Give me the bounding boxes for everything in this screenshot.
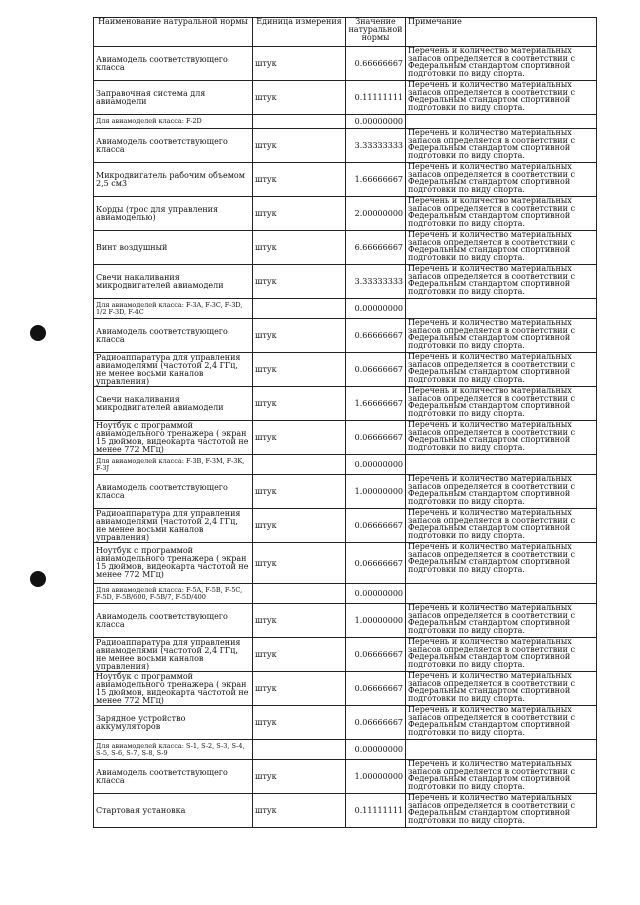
table-row — [94, 265, 597, 299]
cell-name: Свечи накаливания микродвигателей авиамодели — [94, 387, 253, 421]
cell-name: Микродвигатель рабочим объемом 2,5 см3 — [94, 163, 253, 197]
table-row — [94, 604, 597, 638]
table-row-class-heading — [94, 740, 597, 760]
cell-name: Зарядное устройство аккумуляторов — [94, 706, 253, 740]
cell-value: 0.06666667 — [346, 672, 406, 706]
cell-value: 2.00000000 — [346, 197, 406, 231]
cell-note: Перечень и количество материальных запасов определяется в соответствии с Федеральным стандартом спортивной подготовки по виду спорта. — [406, 353, 597, 387]
punch-hole-top — [30, 325, 46, 341]
cell-name: Авиамодель соответствующего класса — [94, 475, 253, 509]
cell-note — [406, 740, 597, 760]
cell-value: 0.66666667 — [346, 47, 406, 81]
cell-note: Перечень и количество материальных запасов определяется в соответствии с Федеральным стандартом спортивной подготовки по виду спорта. — [406, 81, 597, 115]
table-row — [94, 197, 597, 231]
cell-name: Для авиамоделей класса: F-2D — [94, 115, 253, 129]
norms-table — [93, 17, 597, 828]
cell-note: Перечень и количество материальных запасов определяется в соответствии с Федеральным стандартом спортивной подготовки по виду спорта. — [406, 231, 597, 265]
cell-unit: штук — [253, 706, 346, 740]
cell-unit: штук — [253, 421, 346, 455]
cell-note: Перечень и количество материальных запасов определяется в соответствии с Федеральным стандартом спортивной подготовки по виду спорта. — [406, 163, 597, 197]
cell-name: Заправочная система для авиамодели — [94, 81, 253, 115]
table-row — [94, 319, 597, 353]
header-value: Значение натуральной нормы — [346, 18, 406, 47]
cell-unit: штук — [253, 319, 346, 353]
cell-unit: штук — [253, 265, 346, 299]
cell-unit — [253, 115, 346, 129]
cell-unit: штук — [253, 47, 346, 81]
cell-value: 0.00000000 — [346, 584, 406, 604]
cell-value: 0.00000000 — [346, 740, 406, 760]
table-row — [94, 47, 597, 81]
cell-value: 1.66666667 — [346, 387, 406, 421]
cell-note: Перечень и количество материальных запасов определяется в соответствии с Федеральным стандартом спортивной подготовки по виду спорта. — [406, 265, 597, 299]
cell-note — [406, 299, 597, 319]
cell-name: Радиоаппаратура для управления авиамоделями (частотой 2,4 ГГц, не менее восьми каналов управления) — [94, 638, 253, 672]
cell-value: 0.66666667 — [346, 319, 406, 353]
header-note: Примечание — [406, 18, 597, 47]
table-row — [94, 706, 597, 740]
cell-value: 0.06666667 — [346, 509, 406, 543]
cell-unit: штук — [253, 353, 346, 387]
table-row — [94, 353, 597, 387]
cell-name: Авиамодель соответствующего класса — [94, 604, 253, 638]
cell-name: Авиамодель соответствующего класса — [94, 47, 253, 81]
cell-name: Ноутбук с программой авиамодельного тренажера ( экран 15 дюймов, видеокарта частотой не менее 772 МГц) — [94, 672, 253, 706]
cell-note: Перечень и количество материальных запасов определяется в соответствии с Федеральным стандартом спортивной подготовки по виду спорта. — [406, 47, 597, 81]
table-row — [94, 794, 597, 828]
cell-note — [406, 584, 597, 604]
cell-name: Авиамодель соответствующего класса — [94, 129, 253, 163]
cell-note: Перечень и количество материальных запасов определяется в соответствии с Федеральным стандартом спортивной подготовки по виду спорта. — [406, 543, 597, 584]
header-unit: Единица измерения — [253, 18, 346, 47]
cell-note: Перечень и количество материальных запасов определяется в соответствии с Федеральным стандартом спортивной подготовки по виду спорта. — [406, 475, 597, 509]
cell-name: Для авиамоделей класса: F-5A, F-5B, F-5C, F-5D, F-5B/600, F-5B/7, F-5D/400 — [94, 584, 253, 604]
cell-unit: штук — [253, 543, 346, 584]
table-row-class-heading — [94, 584, 597, 604]
table-row — [94, 81, 597, 115]
cell-name: Ноутбук с программой авиамодельного тренажера ( экран 15 дюймов, видеокарта частотой не менее 772 МГц) — [94, 421, 253, 455]
cell-note: Перечень и количество материальных запасов определяется в соответствии с Федеральным стандартом спортивной подготовки по виду спорта. — [406, 760, 597, 794]
table-row — [94, 760, 597, 794]
cell-unit: штук — [253, 760, 346, 794]
table-row — [94, 509, 597, 543]
table-row — [94, 475, 597, 509]
table-row — [94, 129, 597, 163]
cell-unit: штук — [253, 81, 346, 115]
table-row-class-heading — [94, 299, 597, 319]
table-row — [94, 231, 597, 265]
cell-unit: штук — [253, 231, 346, 265]
table-row — [94, 672, 597, 706]
cell-name: Корды (трос для управления авиамоделью) — [94, 197, 253, 231]
cell-note: Перечень и количество материальных запасов определяется в соответствии с Федеральным стандартом спортивной подготовки по виду спорта. — [406, 706, 597, 740]
cell-value: 3.33333333 — [346, 129, 406, 163]
cell-name: Винт воздушный — [94, 231, 253, 265]
cell-note: Перечень и количество материальных запасов определяется в соответствии с Федеральным стандартом спортивной подготовки по виду спорта. — [406, 794, 597, 828]
cell-value: 0.06666667 — [346, 421, 406, 455]
cell-value: 0.00000000 — [346, 115, 406, 129]
cell-note — [406, 455, 597, 475]
table-row — [94, 163, 597, 197]
cell-note: Перечень и количество материальных запасов определяется в соответствии с Федеральным стандартом спортивной подготовки по виду спорта. — [406, 197, 597, 231]
table-header-row — [94, 18, 597, 47]
cell-note: Перечень и количество материальных запасов определяется в соответствии с Федеральным стандартом спортивной подготовки по виду спорта. — [406, 387, 597, 421]
cell-note: Перечень и количество материальных запасов определяется в соответствии с Федеральным стандартом спортивной подготовки по виду спорта. — [406, 421, 597, 455]
cell-unit — [253, 455, 346, 475]
table-row — [94, 543, 597, 584]
cell-value: 6.66666667 — [346, 231, 406, 265]
cell-name: Для авиамоделей класса: F-3A, F-3C, F-3D, 1/2 F-3D, F-4C — [94, 299, 253, 319]
cell-note: Перечень и количество материальных запасов определяется в соответствии с Федеральным стандартом спортивной подготовки по виду спорта. — [406, 509, 597, 543]
table-row-class-heading — [94, 455, 597, 475]
cell-note: Перечень и количество материальных запасов определяется в соответствии с Федеральным стандартом спортивной подготовки по виду спорта. — [406, 319, 597, 353]
cell-value: 0.11111111 — [346, 794, 406, 828]
cell-note: Перечень и количество материальных запасов определяется в соответствии с Федеральным стандартом спортивной подготовки по виду спорта. — [406, 638, 597, 672]
cell-note: Перечень и количество материальных запасов определяется в соответствии с Федеральным стандартом спортивной подготовки по виду спорта. — [406, 672, 597, 706]
cell-value: 0.06666667 — [346, 353, 406, 387]
cell-unit: штук — [253, 197, 346, 231]
cell-unit: штук — [253, 387, 346, 421]
cell-value: 1.00000000 — [346, 475, 406, 509]
cell-name: Ноутбук с программой авиамодельного тренажера ( экран 15 дюймов, видеокарта частотой не менее 772 МГц) — [94, 543, 253, 584]
cell-name: Свечи накаливания микродвигателей авиамодели — [94, 265, 253, 299]
cell-value: 0.06666667 — [346, 638, 406, 672]
cell-value: 1.66666667 — [346, 163, 406, 197]
table-row — [94, 421, 597, 455]
cell-unit: штук — [253, 672, 346, 706]
cell-name: Радиоаппаратура для управления авиамоделями (частотой 2,4 ГГц, не менее восьми каналов управления) — [94, 509, 253, 543]
cell-value: 0.11111111 — [346, 81, 406, 115]
cell-unit: штук — [253, 163, 346, 197]
cell-name: Авиамодель соответствующего класса — [94, 319, 253, 353]
cell-name: Стартовая установка — [94, 794, 253, 828]
cell-note — [406, 115, 597, 129]
cell-unit: штук — [253, 638, 346, 672]
cell-name: Для авиамоделей класса: S-1, S-2, S-3, S-4, S-5, S-6, S-7, S-8, S-9 — [94, 740, 253, 760]
cell-value: 1.00000000 — [346, 760, 406, 794]
cell-name: Авиамодель соответствующего класса — [94, 760, 253, 794]
table-row — [94, 387, 597, 421]
punch-hole-bottom — [30, 571, 46, 587]
cell-unit: штук — [253, 509, 346, 543]
cell-value: 3.33333333 — [346, 265, 406, 299]
cell-value: 0.00000000 — [346, 299, 406, 319]
cell-unit: штук — [253, 794, 346, 828]
cell-value: 0.06666667 — [346, 706, 406, 740]
cell-unit — [253, 740, 346, 760]
cell-unit: штук — [253, 604, 346, 638]
cell-name: Радиоаппаратура для управления авиамоделями (частотой 2,4 ГГц, не менее восьми каналов управления) — [94, 353, 253, 387]
cell-unit — [253, 584, 346, 604]
table-row — [94, 638, 597, 672]
cell-value: 0.00000000 — [346, 455, 406, 475]
cell-name: Для авиамоделей класса: F-3B, F-3M, F-3K, F-3J — [94, 455, 253, 475]
cell-note: Перечень и количество материальных запасов определяется в соответствии с Федеральным стандартом спортивной подготовки по виду спорта. — [406, 604, 597, 638]
cell-unit: штук — [253, 129, 346, 163]
cell-note: Перечень и количество материальных запасов определяется в соответствии с Федеральным стандартом спортивной подготовки по виду спорта. — [406, 129, 597, 163]
cell-unit: штук — [253, 475, 346, 509]
cell-unit — [253, 299, 346, 319]
header-name: Наименование натуральной нормы — [94, 18, 253, 47]
table-row-class-heading — [94, 115, 597, 129]
cell-value: 1.00000000 — [346, 604, 406, 638]
cell-value: 0.06666667 — [346, 543, 406, 584]
